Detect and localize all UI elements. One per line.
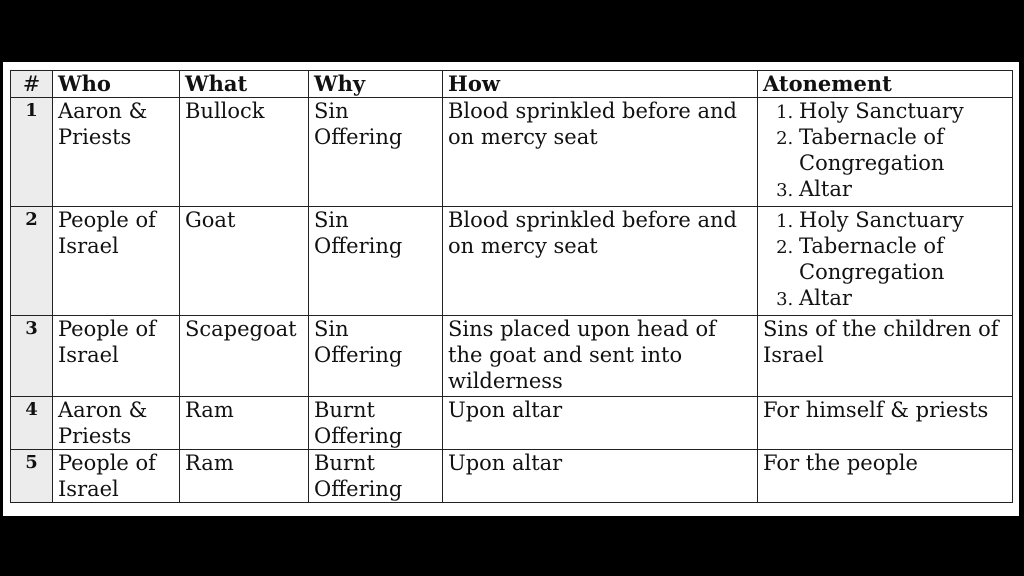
row-number: 2 [11, 207, 53, 316]
row-number: 4 [11, 397, 53, 450]
table-row [11, 450, 1013, 503]
atonement-list [763, 98, 1007, 202]
how-cell: Blood sprinkled before and on mercy seat [443, 98, 758, 207]
row-number: 5 [11, 450, 53, 503]
how-cell: Blood sprinkled before and on mercy seat [443, 207, 758, 316]
row-number: 3 [11, 316, 53, 397]
row-number: 1 [11, 98, 53, 207]
why-cell: Burnt Offering [309, 450, 443, 503]
header-what: What [180, 71, 309, 98]
list-item: 1. Holy Sanctuary [799, 207, 1007, 233]
list-item: 3. Altar [799, 176, 1007, 202]
header-why: Why [309, 71, 443, 98]
what-cell: Ram [180, 397, 309, 450]
list-item: 2. Tabernacle of Congregation [799, 233, 1007, 285]
atonement-cell: Sins of the children of Israel [758, 316, 1013, 397]
atonement-cell [758, 98, 1013, 207]
atonement-table [10, 70, 1013, 503]
table-row [11, 207, 1013, 316]
who-cell: People of Israel [53, 450, 180, 503]
slide [3, 62, 1019, 516]
who-cell: People of Israel [53, 207, 180, 316]
atonement-cell: For the people [758, 450, 1013, 503]
header-who: Who [53, 71, 180, 98]
header-number: # [11, 71, 53, 98]
list-item: 1. Holy Sanctuary [799, 98, 1007, 124]
why-cell: Sin Offering [309, 98, 443, 207]
what-cell: Scapegoat [180, 316, 309, 397]
list-item: 2. Tabernacle of Congregation [799, 124, 1007, 176]
who-cell: Aaron & Priests [53, 98, 180, 207]
why-cell: Sin Offering [309, 207, 443, 316]
atonement-cell [758, 207, 1013, 316]
why-cell: Burnt Offering [309, 397, 443, 450]
how-cell: Sins placed upon head of the goat and sent into wilderness [443, 316, 758, 397]
what-cell: Bullock [180, 98, 309, 207]
header-row [11, 71, 1013, 98]
how-cell: Upon altar [443, 450, 758, 503]
who-cell: Aaron & Priests [53, 397, 180, 450]
who-cell: People of Israel [53, 316, 180, 397]
atonement-cell: For himself & priests [758, 397, 1013, 450]
why-cell: Sin Offering [309, 316, 443, 397]
what-cell: Ram [180, 450, 309, 503]
header-atonement: Atonement [758, 71, 1013, 98]
table-row [11, 98, 1013, 207]
table-row [11, 316, 1013, 397]
list-item: 3. Altar [799, 285, 1007, 311]
how-cell: Upon altar [443, 397, 758, 450]
what-cell: Goat [180, 207, 309, 316]
header-how: How [443, 71, 758, 98]
atonement-list [763, 207, 1007, 311]
table-row [11, 397, 1013, 450]
